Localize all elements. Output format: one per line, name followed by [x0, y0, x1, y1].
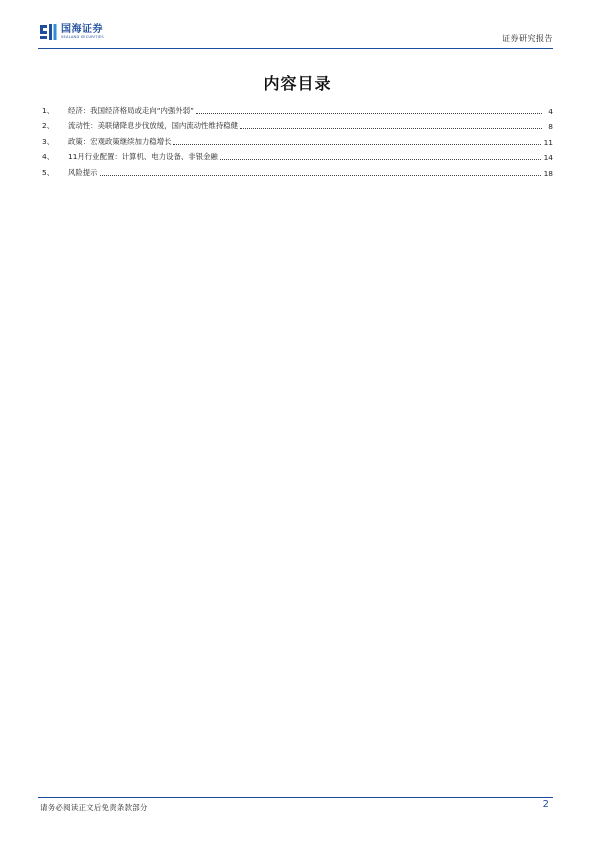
toc-entry-page: 8 [548, 122, 553, 132]
logo-chinese-name: 国海证券 [61, 24, 103, 35]
company-logo [38, 22, 104, 42]
toc-entry-number: 2、 [42, 121, 55, 131]
toc-leader-dots [173, 144, 540, 145]
toc-entry-number: 5、 [42, 167, 55, 177]
report-type-label: 证券研究报告 [502, 34, 553, 43]
toc-entry-title: 流动性：美联储降息步伐放缓，国内流动性维持稳健 [68, 121, 238, 131]
toc-entry-title: 11月行业配置：计算机、电力设备、非银金融 [68, 152, 218, 162]
toc-entry[interactable] [42, 100, 553, 116]
toc-entry-page: 4 [548, 106, 553, 116]
toc-entry[interactable] [42, 162, 553, 178]
toc-leader-dots [240, 128, 542, 129]
toc-leader-dots [220, 159, 541, 160]
page-number: 2 [542, 799, 549, 810]
toc-leader-dots [100, 175, 541, 176]
toc-entry-page: 14 [543, 153, 553, 163]
toc-entry-title: 经济：我国经济格局或走向“内强外弱” [68, 105, 194, 115]
toc-entry[interactable] [42, 131, 553, 147]
page-header [38, 20, 553, 48]
footer-divider [38, 797, 553, 798]
toc-entry-number: 3、 [42, 136, 55, 146]
logo-english-name: SEALAND SECURITIES [61, 35, 104, 39]
sealand-logo-icon [38, 22, 58, 42]
toc-leader-dots [196, 113, 542, 114]
toc-entry-number: 1、 [42, 105, 55, 115]
toc-entry-number: 4、 [42, 152, 55, 162]
header-divider [38, 48, 553, 49]
toc-entry-title: 风险提示 [68, 167, 98, 177]
toc-entry[interactable] [42, 116, 553, 132]
toc-entry[interactable] [42, 147, 553, 163]
table-of-contents [42, 100, 553, 178]
toc-entry-title: 政策：宏观政策继续加力稳增长 [68, 136, 172, 146]
disclaimer-note: 请务必阅读正文后免责条款部分 [40, 803, 148, 812]
toc-entry-page: 18 [543, 168, 553, 178]
toc-entry-page: 11 [543, 137, 553, 147]
toc-title: 内容目录 [263, 74, 332, 93]
